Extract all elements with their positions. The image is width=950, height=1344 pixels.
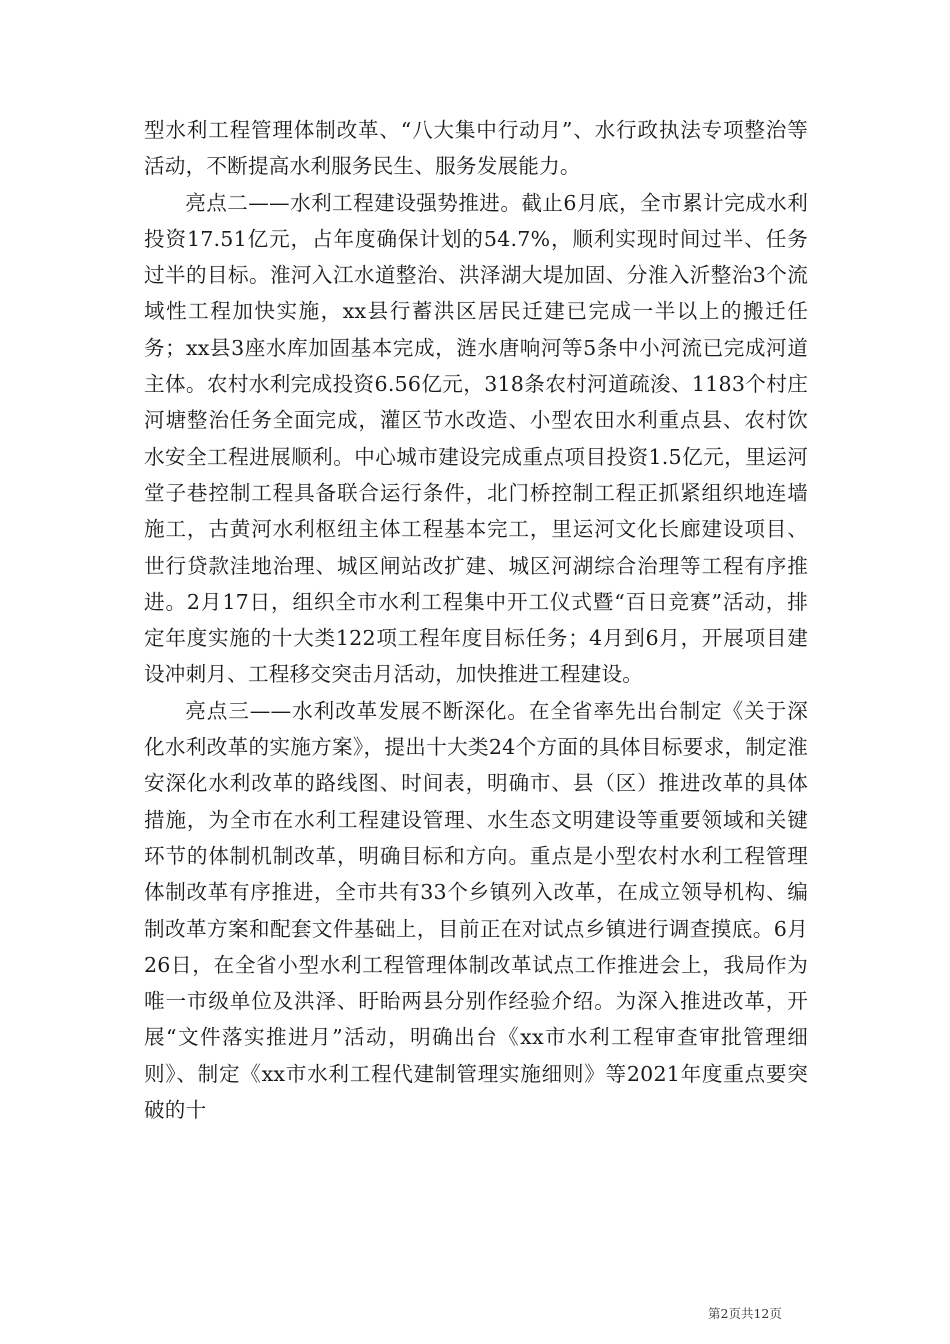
paragraph-highlight-three: 亮点三——水利改革发展不断深化。在全省率先出台制定《关于深化水利改革的实施方案》，提出十大类24个方面的具体目标要求，制定淮安深化水利改革的路线图、时间表，明确市、县（区）推进改革的具体措施，为全市在水利工程建设管理、水生态文明建设等重要领域和关键环节的体制机制改革，明确目标和方向。重点是小型农村水利工程管理体制改革有序推进，全市共有33个乡镇列入改革，在成立领导机构、编制改革方案和配套文件基础上，目前正在对试点乡镇进行调查摸底。6月26日，在全省小型水利工程管理体制改革试点工作推进会上，我局作为唯一市级单位及洪泽、盱眙两县分别作经验介绍。为深入推进改革，开展“文件落实推进月”活动，明确出台《xx市水利工程审查审批管理细则》、制定《xx市水利工程代建制管理实施细则》等2021年度重点要突破的十	[144, 698, 808, 1123]
page-number-footer: 第2页共12页	[708, 1306, 782, 1321]
paragraph-highlight-two: 亮点二——水利工程建设强势推进。截止6月底，全市累计完成水利投资17.51亿元，占年度确保计划的54.7%，顺利实现时间过半、任务过半的目标。淮河入江水道整治、洪泽湖大堤加固、分淮入沂整治3个流域性工程加快实施，xx县行蓄洪区居民迁建已完成一半以上的搬迁任务；xx县3座水库加固基本完成，涟水唐响河等5条中小河流已完成河道主体。农村水利完成投资6.56亿元，318条农村河道疏浚、1183个村庄河塘整治任务全面完成，灌区节水改造、小型农田水利重点县、农村饮水安全工程进展顺利。中心城市建设完成重点项目投资1.5亿元，里运河堂子巷控制工程具备联合运行条件，北门桥控制工程正抓紧组织地连墙施工，古黄河水利枢纽主体工程基本完工，里运河文化长廊建设项目、世行贷款洼地治理、城区闸站改扩建、城区河湖综合治理等工程有序推进。2月17日，组织全市水利工程集中开工仪式暨“百日竞赛”活动，排定年度实施的十大类122项工程年度目标任务；4月到6月，开展项目建设冲刺月、工程移交突击月活动，加快推进工程建设。	[144, 190, 808, 687]
document-body	[144, 112, 808, 1128]
paragraph-continuation: 型水利工程管理体制改革、“八大集中行动月”、水行政执法专项整治等活动，不断提高水利服务民生、服务发展能力。	[144, 118, 808, 179]
